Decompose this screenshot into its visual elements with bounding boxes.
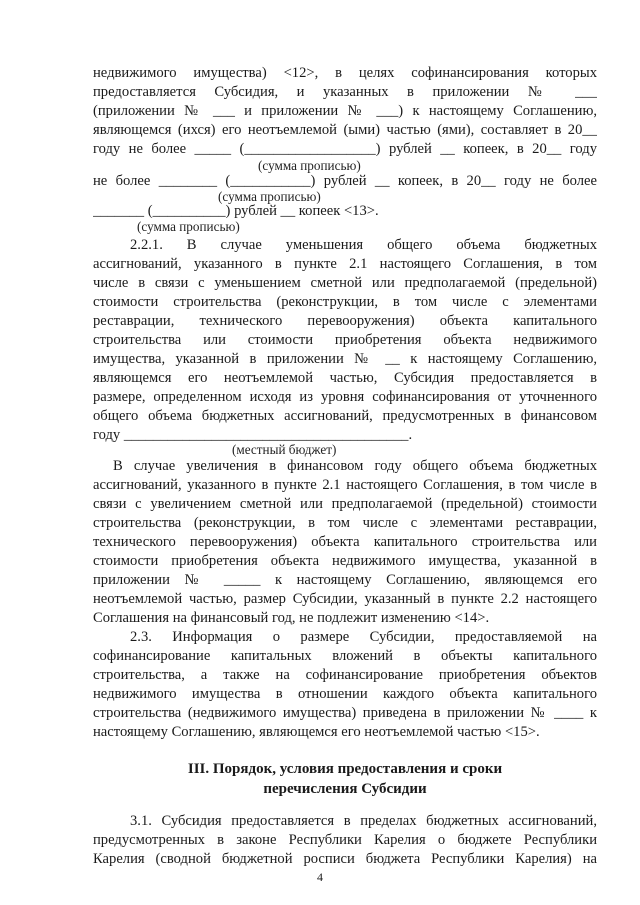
text-line: недвижимого имущества) <12>, в целях софинансирования которых (93, 65, 597, 81)
text-line: технического перевооружения) объекта капитального строительства или (93, 534, 597, 550)
text-line: _______ (__________) рублей __ копеек <13>. (93, 203, 379, 219)
text-line: строительства (недвижимого имущества) приведена в приложении № ____ к (93, 705, 597, 721)
caption-local-budget: (местный бюджет) (232, 442, 337, 457)
paragraph-first-line: 3.1. Субсидия предоставляется в пределах бюджетных ассигнований, (130, 813, 597, 829)
caption-sum-in-words: (сумма прописью) (218, 189, 321, 204)
text-line: не более ________ (___________) рублей __ копеек, в 20__ году не более (93, 173, 597, 189)
text-line: общего объема бюджетных ассигнований, предусмотренных в финансовом (93, 408, 597, 424)
text-line: предоставляется Субсидия, и указанных в приложении № ___ (93, 84, 597, 100)
text-line: строительства (реконструкции, в том числе с элементами реставрации, (93, 515, 597, 531)
text-line: стоимости приобретения объекта недвижимого имущества, указанной в (93, 553, 597, 569)
text-line: Соглашения на финансовый год, не подлежит изменению <14>. (93, 610, 490, 626)
paragraph-first-line: 2.3. Информация о размере Субсидии, предоставляемой на (130, 629, 597, 645)
text-line: размере, определенном исходя из уровня софинансирования от уточненного (93, 389, 597, 405)
text-line: настоящему Соглашению, являющемся его неотъемлемой частью <15>. (93, 724, 540, 740)
caption-sum-in-words: (сумма прописью) (258, 158, 361, 173)
text-line: являющемся (ихся) его неотъемлемой (ыми) частью (ями), составляет в 20__ (93, 122, 597, 138)
text-line: году _______________________________________. (93, 427, 413, 443)
text-line: реставрации, технического перевооружения) объекта капитального (93, 313, 597, 329)
section-heading: III. Порядок, условия предоставления и сроки (187, 761, 503, 777)
text-line: неотъемлемой частью, размер Субсидии, указанный в пункте 2.2 настоящего (93, 591, 597, 607)
text-line: числе в связи с уменьшением сметной или предполагаемой (предельной) (93, 275, 597, 291)
page-number: 4 (317, 870, 323, 884)
text-line: стоимости строительства (реконструкции, в том числе с элементами (93, 294, 597, 310)
text-line: ассигнований, указанного в пункте 2.1 настоящего Соглашения, в том (93, 256, 597, 272)
text-line: недвижимого имущества в отношении каждого объекта капитального (93, 686, 597, 702)
text-line: софинансирование капитальных вложений в объекты капитального (93, 648, 597, 664)
text-line: связи с увеличением сметной или предполагаемой (предельной) стоимости (93, 496, 597, 512)
text-line: приложении № _____ к настоящему Соглашению, являющемся его (93, 572, 597, 588)
paragraph-first-line: В случае увеличения в финансовом году общего объема бюджетных (113, 458, 597, 474)
text-line: имущества, указанной в приложении № __ к настоящему Соглашению, (93, 351, 597, 367)
text-line: строительства или стоимости приобретения объекта недвижимого (93, 332, 597, 348)
text-line: ассигнований, указанного в пункте 2.1 настоящего Соглашения, в том числе в (93, 477, 597, 493)
text-line: являющемся его неотъемлемой частью, Субсидия предоставляется в (93, 370, 597, 386)
text-line: строительства, а также на софинансирование приобретения объектов (93, 667, 597, 683)
text-line: (приложении № ___ и приложении № ___) к настоящему Соглашению, (93, 103, 597, 119)
text-line: Карелия (сводной бюджетной росписи бюджета Республики Карелия) на (93, 851, 597, 867)
section-heading: перечисления Субсидии (263, 781, 427, 797)
text-line: году не более _____ (__________________) рублей __ копеек, в 20__ году (93, 141, 597, 157)
caption-sum-in-words: (сумма прописью) (137, 219, 240, 234)
paragraph-first-line: 2.2.1. В случае уменьшения общего объема бюджетных (130, 237, 597, 253)
text-line: предусмотренных в законе Республики Карелия о бюджете Республики (93, 832, 597, 848)
